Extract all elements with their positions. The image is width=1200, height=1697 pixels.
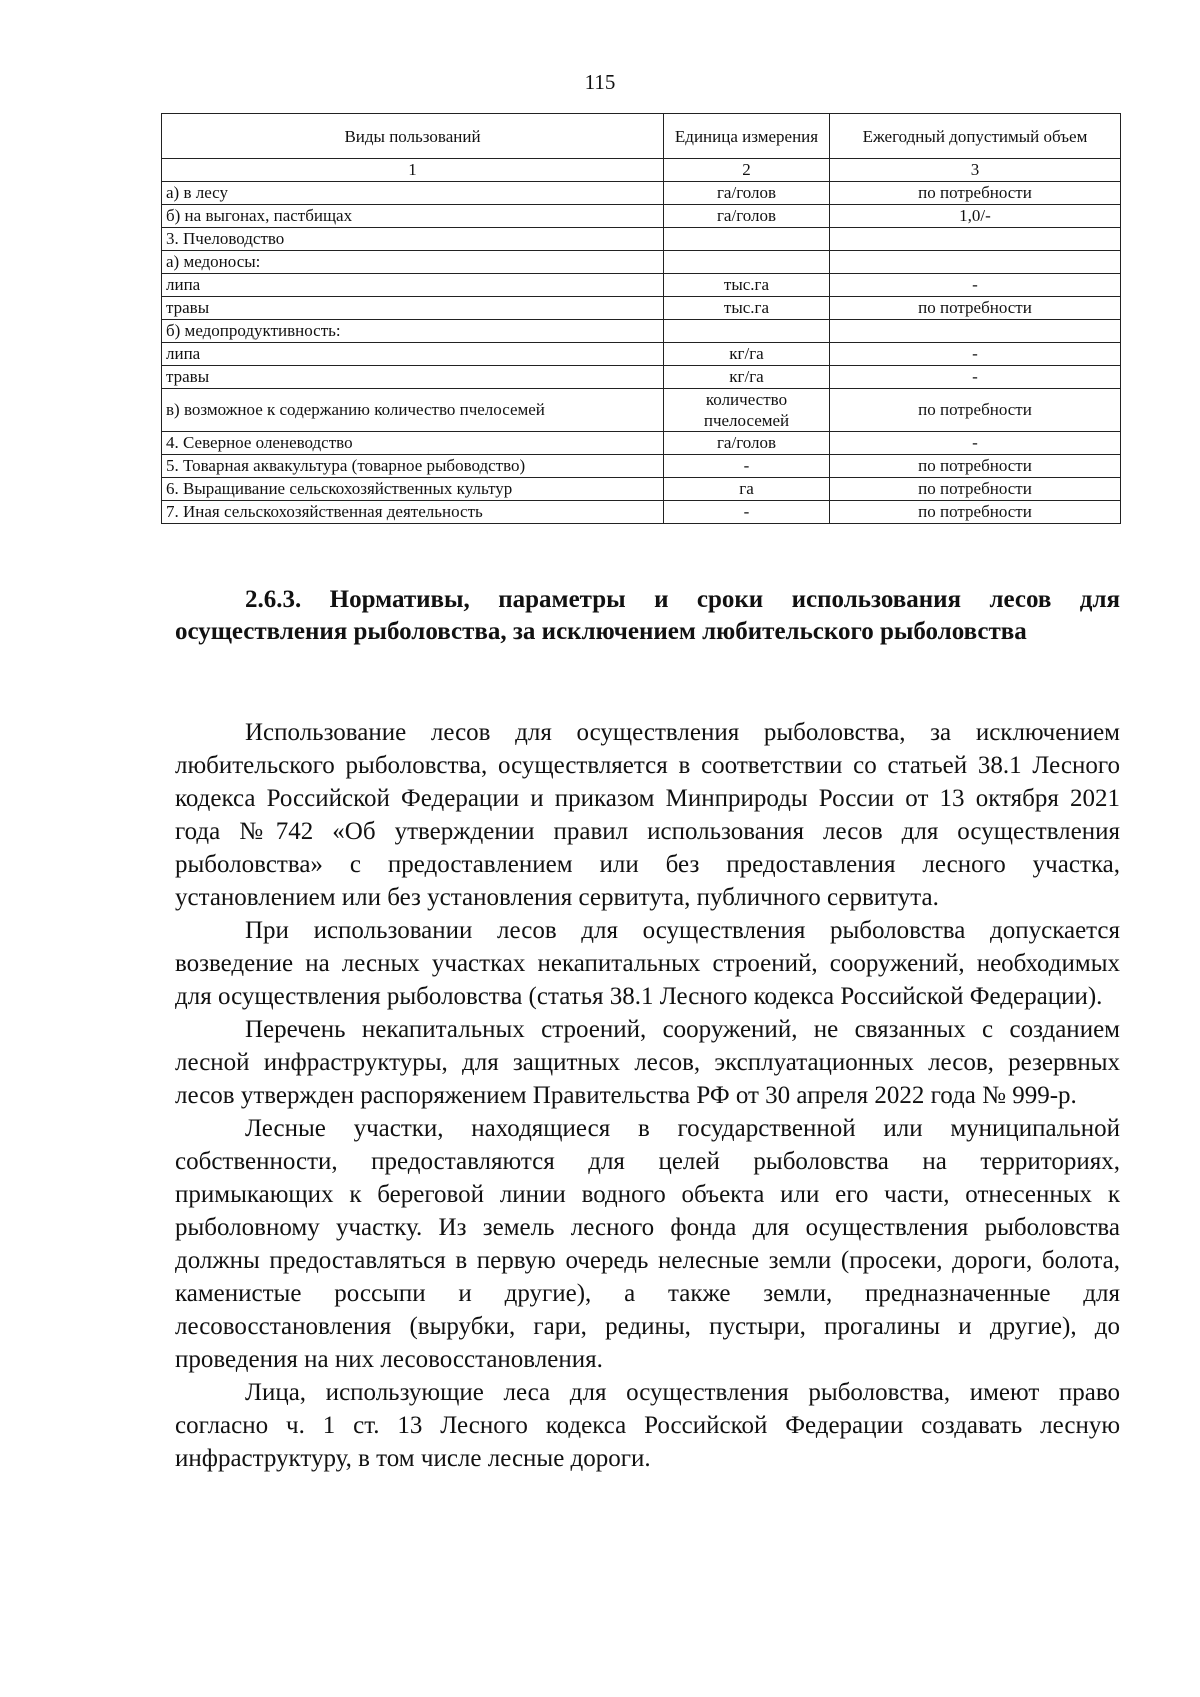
section-title: Нормативы, параметры и сроки использования лесов для осуществления рыболовства, за исключением любительского рыболовства [175, 586, 1121, 645]
header-annual-volume: Ежегодный допустимый объем [830, 114, 1121, 159]
table-cell-use: травы [162, 297, 664, 320]
table-cell-volume: по потребности [830, 182, 1121, 205]
table-cell-use: в) возможное к содержанию количество пчелосемей [162, 389, 664, 432]
paragraph: Использование лесов для осуществления рыболовства, за исключением любительского рыболовства, осуществляется в соответствии со статьей 38.1 Лесного кодекса Российской Федерации и приказом Минприроды России от 13 октября 2021 года №742 «Об утверждении правил использования лесов для осуществления рыболовства» с предоставлением или без предоставления лесного участка, установлением или без установления сервитута, публичного сервитута. [175, 719, 1120, 911]
table-cell-unit: кг/га [664, 343, 830, 366]
table-cell-volume: по потребности [830, 389, 1121, 432]
table-cell-use: 7. Иная сельскохозяйственная деятельность [162, 501, 664, 524]
table-row [162, 251, 1121, 274]
section-number: 2.6.3. [245, 586, 302, 613]
forest-use-table [161, 113, 1121, 524]
table-cell-unit: количество пчелосемей [664, 389, 830, 432]
page-number: 115 [584, 70, 616, 94]
table-row [162, 297, 1121, 320]
table-header-row [162, 114, 1121, 159]
table-cell-use: б) медопродуктивность: [162, 320, 664, 343]
paragraph: Лесные участки, находящиеся в государственной или муниципальной собственности, предоставляются для целей рыболовства на территориях, примыкающих к береговой линии водного объекта или его части, отнесенных к рыболовному участку. Из земель лесного фонда для осуществления рыболовства должны предоставляться в первую очередь нелесные земли (просеки, дороги, болота, каменистые россыпи и другие), а также земли, предназначенные для лесовосстановления (вырубки, гари, редины, пустыри, прогалины и другие), до проведения на них лесовосстановления. [175, 1115, 1120, 1373]
table-cell-unit: га/голов [664, 182, 830, 205]
table-row [162, 274, 1121, 297]
table-cell-volume: по потребности [830, 478, 1121, 501]
table-row [162, 366, 1121, 389]
table-cell-use: 5. Товарная аквакультура (товарное рыбоводство) [162, 455, 664, 478]
table-cell-volume: по потребности [830, 455, 1121, 478]
table-cell-use: травы [162, 366, 664, 389]
table-row [162, 455, 1121, 478]
table-row [162, 343, 1121, 366]
paragraph: Лица, использующие леса для осуществления рыболовства, имеют право согласно ч. 1 ст. 13 Лесного кодекса Российской Федерации создавать лесную инфраструктуру, в том числе лесные дороги. [175, 1379, 1120, 1472]
table-cell-unit: - [664, 501, 830, 524]
table-row [162, 228, 1121, 251]
paragraph: При использовании лесов для осуществления рыболовства допускается возведение на лесных участках некапитальных строений, сооружений, необходимых для осуществления рыболовства (статья 38.1 Лесного кодекса Российской Федерации). [175, 917, 1120, 1010]
table-cell-use: б) на выгонах, пастбищах [162, 205, 664, 228]
header-unit: Единица измерения [664, 114, 830, 159]
table-row [162, 501, 1121, 524]
table-cell-unit: тыс.га [664, 274, 830, 297]
table-row [162, 182, 1121, 205]
table-cell-volume: - [830, 274, 1121, 297]
table-cell-use: 4. Северное оленеводство [162, 432, 664, 455]
table-cell-volume [830, 320, 1121, 343]
table-cell-unit: га/голов [664, 205, 830, 228]
table-cell-use: 6. Выращивание сельскохозяйственных культур [162, 478, 664, 501]
table-cell-unit: тыс.га [664, 297, 830, 320]
table-cell-use: липа [162, 274, 664, 297]
table-cell-unit [664, 251, 830, 274]
table-cell-volume: - [830, 343, 1121, 366]
table-cell-use: липа [162, 343, 664, 366]
table-column-numbers-row [162, 159, 1121, 182]
column-number: 3 [830, 159, 1121, 182]
table-cell-unit [664, 320, 830, 343]
table-cell-unit: - [664, 455, 830, 478]
column-number: 1 [162, 159, 664, 182]
table-row [162, 320, 1121, 343]
table-cell-volume: по потребности [830, 501, 1121, 524]
table-cell-use: а) в лесу [162, 182, 664, 205]
table-cell-volume: по потребности [830, 297, 1121, 320]
table-cell-volume [830, 228, 1121, 251]
paragraph: Перечень некапитальных строений, сооружений, не связанных с созданием лесной инфраструктуры, для защитных лесов, эксплуатационных лесов, резервных лесов утвержден распоряжением Правительства РФ от 30 апреля 2022 года № 999-р. [175, 1016, 1120, 1109]
table-cell-volume: 1,0/- [830, 205, 1121, 228]
table-row [162, 432, 1121, 455]
table-row [162, 478, 1121, 501]
table-cell-unit: га/голов [664, 432, 830, 455]
section-heading [175, 584, 1120, 648]
table-cell-volume [830, 251, 1121, 274]
table-cell-unit: га [664, 478, 830, 501]
table-cell-volume: - [830, 366, 1121, 389]
body-text [175, 716, 1120, 1475]
column-number: 2 [664, 159, 830, 182]
table-row [162, 389, 1121, 432]
table-cell-use: 3. Пчеловодство [162, 228, 664, 251]
table-cell-volume: - [830, 432, 1121, 455]
table-cell-use: а) медоносы: [162, 251, 664, 274]
table-cell-unit [664, 228, 830, 251]
table-row [162, 205, 1121, 228]
header-use-type: Виды пользований [162, 114, 664, 159]
table-cell-unit: кг/га [664, 366, 830, 389]
